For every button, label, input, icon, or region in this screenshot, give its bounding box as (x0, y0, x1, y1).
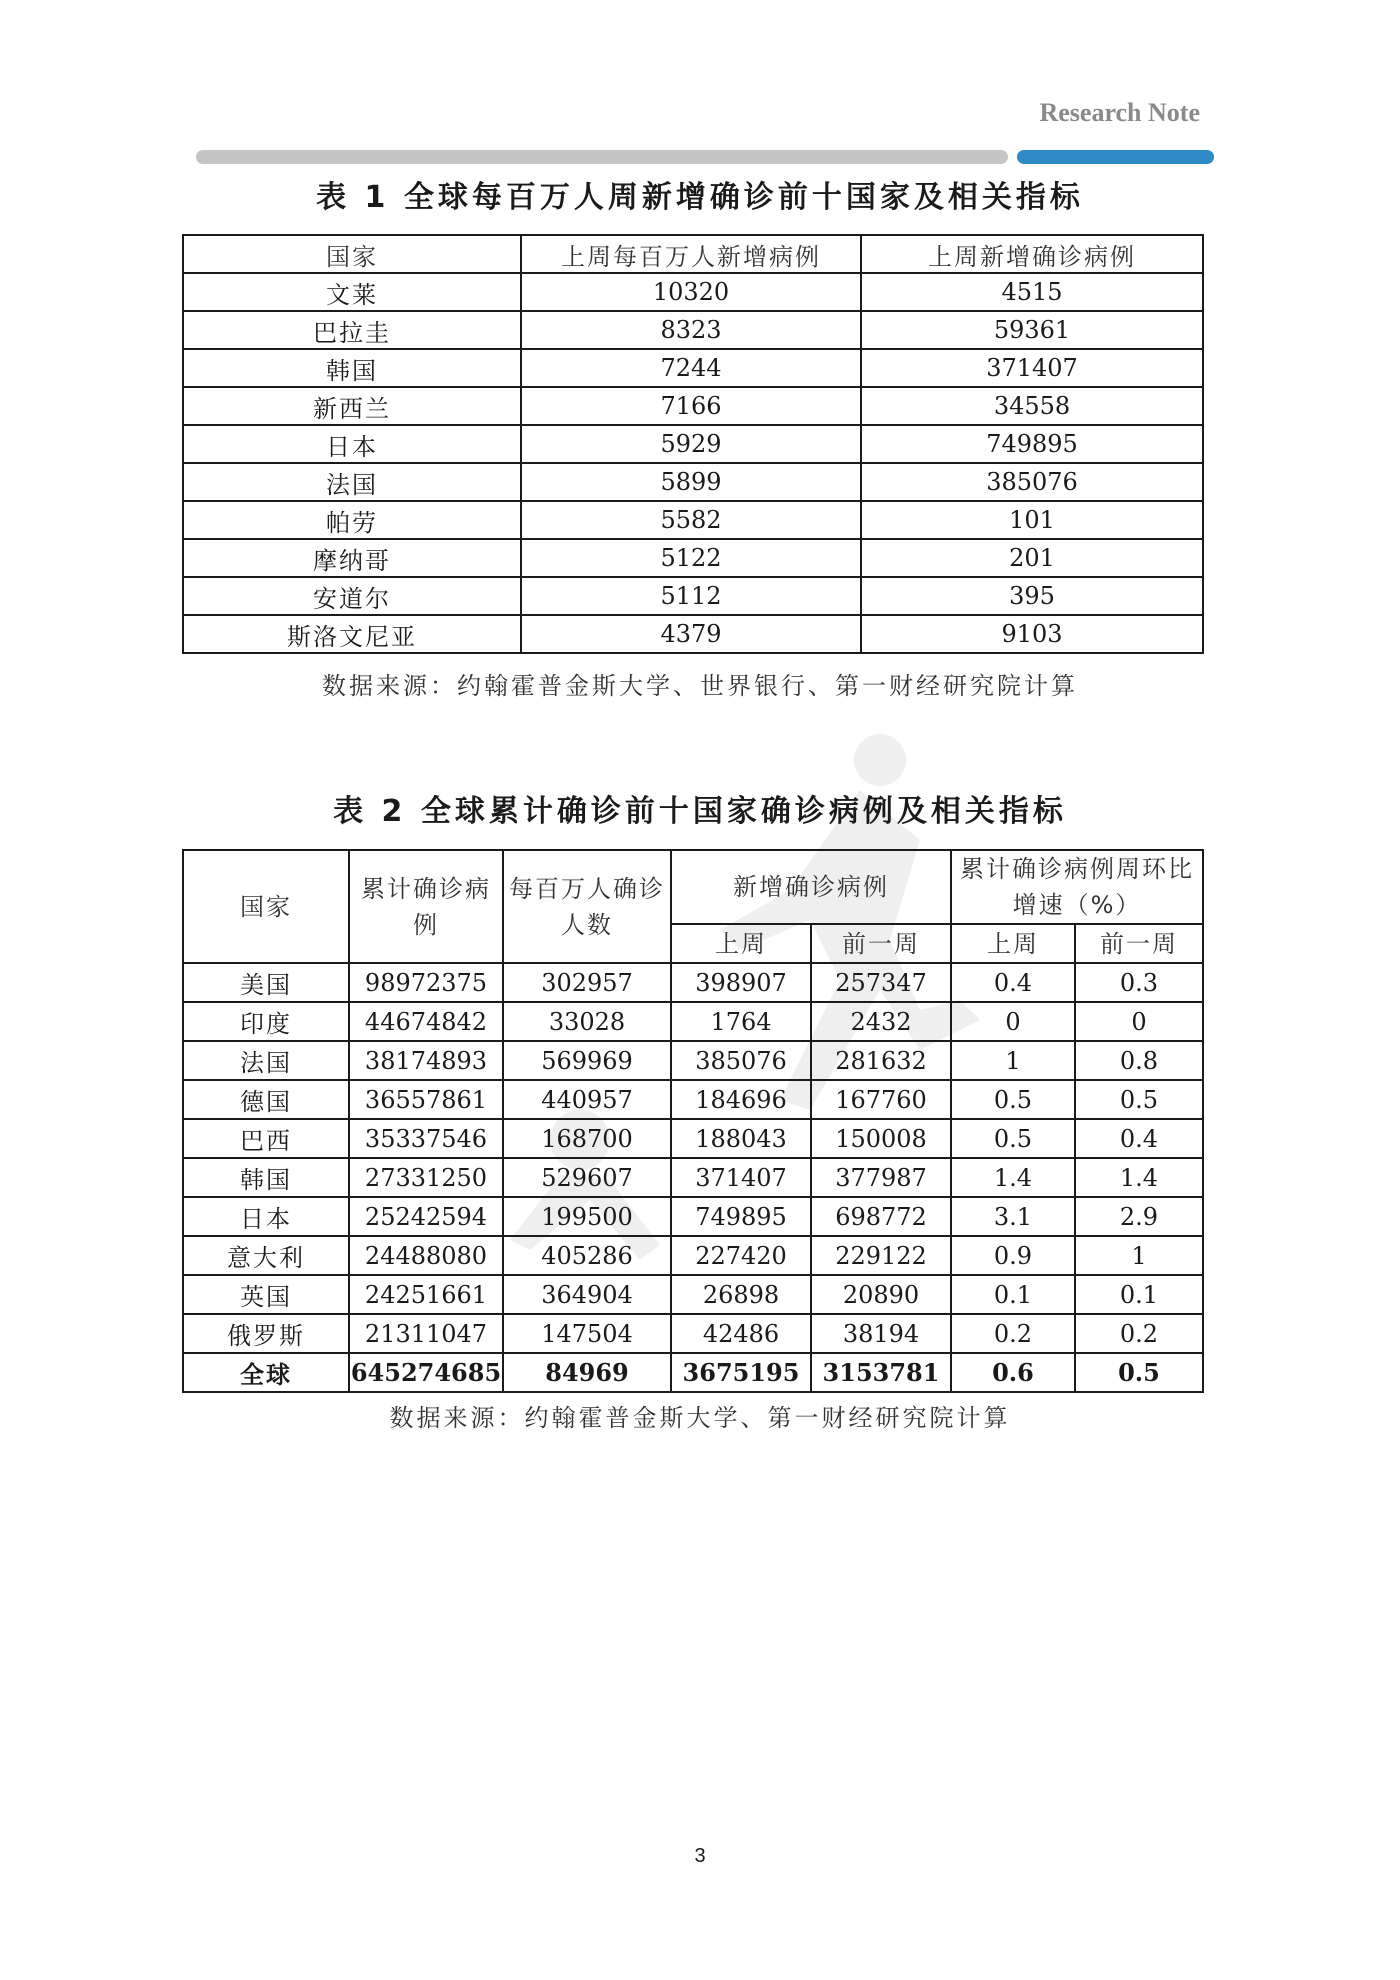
table-cell: 229122 (811, 1236, 951, 1275)
table-cell: 20890 (811, 1275, 951, 1314)
table-cell: 印度 (183, 1002, 349, 1041)
table-cell: 398907 (671, 963, 811, 1002)
table-cell: 84969 (503, 1353, 671, 1392)
table-cell: 371407 (861, 349, 1203, 387)
table-cell: 101 (861, 501, 1203, 539)
table-cell: 25242594 (349, 1197, 503, 1236)
table2-caption: 表 2 全球累计确诊前十国家确诊病例及相关指标 (333, 794, 1067, 829)
table2-col-header: 国家 (183, 850, 349, 963)
table1-col-header: 国家 (183, 235, 521, 273)
table2-source-note: 数据来源：约翰霍普金斯大学、第一财经研究院计算 (389, 1404, 1011, 1432)
table-row (183, 615, 1203, 653)
table-total-row (183, 1353, 1203, 1392)
table2-subheader: 前一周 (1075, 924, 1203, 963)
table-row (183, 539, 1203, 577)
table-cell: 59361 (861, 311, 1203, 349)
table-cell: 摩纳哥 (183, 539, 521, 577)
table-cell: 24251661 (349, 1275, 503, 1314)
table2-col-header: 每百万人确诊人数 (503, 850, 671, 963)
table-cell: 5899 (521, 463, 861, 501)
table-cell: 5929 (521, 425, 861, 463)
table-row (183, 349, 1203, 387)
table-cell: 385076 (671, 1041, 811, 1080)
table-cell: 2.9 (1075, 1197, 1203, 1236)
table-cell: 0.9 (951, 1236, 1075, 1275)
table-cell: 0 (1075, 1002, 1203, 1041)
table-row (183, 1041, 1203, 1080)
table-row (183, 1158, 1203, 1197)
table1-source-note: 数据来源：约翰霍普金斯大学、世界银行、第一财经研究院计算 (322, 672, 1078, 700)
table-cell: 184696 (671, 1080, 811, 1119)
table-cell: 日本 (183, 1197, 349, 1236)
table-cell: 167760 (811, 1080, 951, 1119)
table2-col-header: 新增确诊病例 (671, 850, 951, 924)
table-cell: 227420 (671, 1236, 811, 1275)
table-cell: 385076 (861, 463, 1203, 501)
table-cell: 德国 (183, 1080, 349, 1119)
table1-caption: 表 1 全球每百万人周新增确诊前十国家及相关指标 (316, 180, 1084, 215)
table-row (183, 1080, 1203, 1119)
table-cell: 安道尔 (183, 577, 521, 615)
page-number: 3 (694, 1845, 706, 1867)
table-cell: 38194 (811, 1314, 951, 1353)
table-cell: 645274685 (349, 1353, 503, 1392)
table-cell: 698772 (811, 1197, 951, 1236)
table-cell: 377987 (811, 1158, 951, 1197)
table-cell: 21311047 (349, 1314, 503, 1353)
table-cell: 257347 (811, 963, 951, 1002)
table-row (183, 1002, 1203, 1041)
table-cell: 0.3 (1075, 963, 1203, 1002)
table-row (183, 425, 1203, 463)
table-row (183, 463, 1203, 501)
table-cell: 3153781 (811, 1353, 951, 1392)
table-cell: 749895 (671, 1197, 811, 1236)
table-cell: 0.1 (1075, 1275, 1203, 1314)
table-cell: 4515 (861, 273, 1203, 311)
table-cell: 1.4 (1075, 1158, 1203, 1197)
header-bar-blue (1017, 150, 1214, 164)
table-row (183, 963, 1203, 1002)
table2-col-header: 累计确诊病例 (349, 850, 503, 963)
table2-subheader: 上周 (671, 924, 811, 963)
table-cell: 1764 (671, 1002, 811, 1041)
table-cell: 168700 (503, 1119, 671, 1158)
table-cell: 5122 (521, 539, 861, 577)
table-cell: 395 (861, 577, 1203, 615)
table-cell: 0.6 (951, 1353, 1075, 1392)
table2-col-header: 累计确诊病例周环比增速（%） (951, 850, 1203, 924)
table-cell: 8323 (521, 311, 861, 349)
table-cell: 302957 (503, 963, 671, 1002)
table-cell: 36557861 (349, 1080, 503, 1119)
table-cell: 0.4 (1075, 1119, 1203, 1158)
table-row (183, 1119, 1203, 1158)
table-cell: 749895 (861, 425, 1203, 463)
table-cell: 38174893 (349, 1041, 503, 1080)
table-cell: 0.4 (951, 963, 1075, 1002)
table-cell: 150008 (811, 1119, 951, 1158)
table-cell: 27331250 (349, 1158, 503, 1197)
table-cell: 法国 (183, 1041, 349, 1080)
table-cell: 10320 (521, 273, 861, 311)
table-cell: 0.2 (1075, 1314, 1203, 1353)
table-cell: 4379 (521, 615, 861, 653)
table-cell: 199500 (503, 1197, 671, 1236)
table-cell: 俄罗斯 (183, 1314, 349, 1353)
table-cell: 371407 (671, 1158, 811, 1197)
table-cell: 364904 (503, 1275, 671, 1314)
table-cell: 英国 (183, 1275, 349, 1314)
table-cell: 98972375 (349, 963, 503, 1002)
table-cell: 0.2 (951, 1314, 1075, 1353)
table1 (182, 234, 1204, 654)
table-cell: 440957 (503, 1080, 671, 1119)
table1-col-header: 上周新增确诊病例 (861, 235, 1203, 273)
table-cell: 9103 (861, 615, 1203, 653)
table2-header-row (183, 850, 1203, 924)
table-cell: 0.5 (1075, 1080, 1203, 1119)
table-cell: 5112 (521, 577, 861, 615)
table-cell: 0.5 (951, 1119, 1075, 1158)
table-cell: 42486 (671, 1314, 811, 1353)
table-cell: 1.4 (951, 1158, 1075, 1197)
table-cell: 新西兰 (183, 387, 521, 425)
table-cell: 巴拉圭 (183, 311, 521, 349)
table-cell: 美国 (183, 963, 349, 1002)
table-cell: 0.5 (1075, 1353, 1203, 1392)
table-cell: 韩国 (183, 349, 521, 387)
table-cell: 34558 (861, 387, 1203, 425)
table-cell: 0 (951, 1002, 1075, 1041)
table-cell: 2432 (811, 1002, 951, 1041)
table-cell: 201 (861, 539, 1203, 577)
table-row (183, 1314, 1203, 1353)
table-cell: 帕劳 (183, 501, 521, 539)
table2 (182, 849, 1204, 1393)
table2-subheader: 上周 (951, 924, 1075, 963)
table-cell: 巴西 (183, 1119, 349, 1158)
table-cell: 文莱 (183, 273, 521, 311)
table2-subheader: 前一周 (811, 924, 951, 963)
header-bar-gray (196, 150, 1008, 164)
table-cell: 斯洛文尼亚 (183, 615, 521, 653)
table-row (183, 1275, 1203, 1314)
table-cell: 24488080 (349, 1236, 503, 1275)
table-cell: 日本 (183, 425, 521, 463)
table-cell: 3675195 (671, 1353, 811, 1392)
table-row (183, 1197, 1203, 1236)
table-cell: 1 (1075, 1236, 1203, 1275)
table-cell: 0.5 (951, 1080, 1075, 1119)
table-cell: 0.1 (951, 1275, 1075, 1314)
table-row (183, 1236, 1203, 1275)
table-cell: 529607 (503, 1158, 671, 1197)
table-cell: 44674842 (349, 1002, 503, 1041)
header-label: Research Note (1039, 98, 1200, 127)
table1-col-header: 上周每百万人新增病例 (521, 235, 861, 273)
table-cell: 7244 (521, 349, 861, 387)
table-cell: 26898 (671, 1275, 811, 1314)
table1-header-row (183, 235, 1203, 273)
table-cell: 1 (951, 1041, 1075, 1080)
table-cell: 281632 (811, 1041, 951, 1080)
table-cell: 569969 (503, 1041, 671, 1080)
table-cell: 0.8 (1075, 1041, 1203, 1080)
table-cell: 35337546 (349, 1119, 503, 1158)
table-cell: 法国 (183, 463, 521, 501)
table-row (183, 273, 1203, 311)
table-row (183, 387, 1203, 425)
table-cell: 全球 (183, 1353, 349, 1392)
table-cell: 韩国 (183, 1158, 349, 1197)
table-cell: 3.1 (951, 1197, 1075, 1236)
table-cell: 188043 (671, 1119, 811, 1158)
table-cell: 5582 (521, 501, 861, 539)
table-cell: 405286 (503, 1236, 671, 1275)
table-cell: 33028 (503, 1002, 671, 1041)
table-row (183, 577, 1203, 615)
table-row (183, 501, 1203, 539)
table-cell: 7166 (521, 387, 861, 425)
table-row (183, 311, 1203, 349)
table-cell: 意大利 (183, 1236, 349, 1275)
table-cell: 147504 (503, 1314, 671, 1353)
